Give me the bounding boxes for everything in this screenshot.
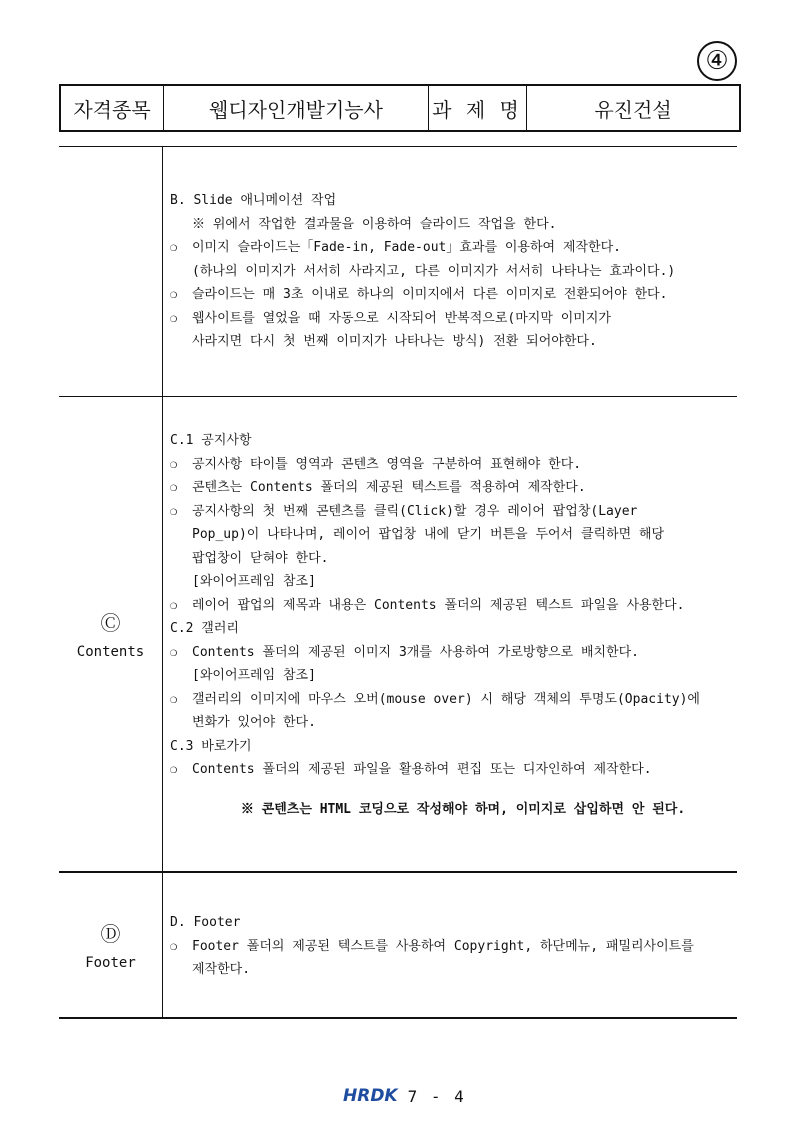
page-footer	[343, 1086, 466, 1106]
section-c-item: ❍ Contents 폴더의 제공된 이미지 3개를 사용하여 가로방향으로 배치한다.	[170, 641, 740, 665]
hrdk-logo: HRDK	[343, 1086, 398, 1106]
section-c-item: ❍ 콘텐츠는 Contents 폴더의 제공된 텍스트를 적용하여 제작한다.	[170, 476, 740, 500]
task-value: 유진건설	[594, 97, 672, 122]
divider-b-c	[59, 396, 737, 397]
section-b-heading: B. Slide 애니메이션 작업	[170, 193, 337, 208]
section-c-item-cont: Pop_up)이 나타나며, 레이어 팝업창 내에 닫기 버튼을 두어서 클릭하면 해당	[192, 527, 665, 542]
section-c-label-text: Contents	[76, 644, 145, 660]
task-label: 과 제 명	[429, 86, 527, 130]
qualification-label: 자격종목	[61, 86, 164, 130]
column-divider	[162, 146, 163, 1019]
section-b-note: ※ 위에서 작업한 결과물을 이용하여 슬라이드 작업을 한다.	[192, 216, 557, 232]
wireframe-reference: [와이어프레임 참조]	[192, 668, 316, 683]
wireframe-reference: [와이어프레임 참조]	[192, 574, 316, 589]
section-c-label	[59, 607, 162, 660]
section-b-item: ❍ 슬라이드는 매 3초 이내로 하나의 이미지에서 다른 이미지로 전환되어야 한다.	[170, 283, 740, 307]
section-c2-heading: C.2 갤러리	[170, 621, 239, 636]
divider-c-d	[59, 871, 737, 873]
section-b-content	[170, 189, 740, 354]
header-table	[59, 84, 741, 132]
section-c-item-cont: 팝업창이 닫혀야 한다.	[192, 550, 329, 566]
section-b-item-cont: (하나의 이미지가 서서히 사라지고, 다른 이미지가 서서히 나타나는 효과이다.)	[192, 263, 676, 279]
section-d-label	[59, 918, 162, 971]
spacer	[170, 782, 740, 798]
section-c1-heading: C.1 공지사항	[170, 433, 252, 448]
section-d-item: ❍ Footer 폴더의 제공된 텍스트를 사용하여 Copyright, 하단메뉴, 패밀리사이트를	[170, 935, 740, 959]
section-c-item: ❍ 레이어 팝업의 제목과 내용은 Contents 폴더의 제공된 텍스트 파일을 사용한다.	[170, 594, 740, 618]
section-b-item: ❍ 웹사이트를 열었을 때 자동으로 시작되어 반복적으로(마지막 이미지가	[170, 307, 740, 331]
section-c-item: ❍ 공지사항의 첫 번째 콘텐츠를 클릭(Click)할 경우 레이어 팝업창(Layer	[170, 500, 740, 524]
section-b-item-cont: 사라지면 다시 첫 번째 이미지가 나타나는 방식) 전환 되어야한다.	[192, 334, 597, 349]
section-c-item: ❍ 공지사항 타이틀 영역과 콘텐츠 영역을 구분하여 표현해야 한다.	[170, 453, 740, 477]
section-c-content	[170, 429, 740, 821]
section-c-item: ❍ 갤러리의 이미지에 마우스 오버(mouse over) 시 해당 객체의 투명도(Opacity)에	[170, 688, 740, 712]
section-c3-heading: C.3 바로가기	[170, 738, 252, 754]
table-bottom-rule	[59, 1017, 737, 1019]
section-c-note: ※ 콘텐츠는 HTML 코딩으로 작성해야 하며, 이미지로 삽입하면 안 된다.	[240, 801, 686, 817]
table-top-rule	[59, 146, 737, 147]
section-d-mark: Ⓓ	[100, 922, 121, 946]
page-number-badge: ④	[697, 41, 737, 81]
section-d-item-cont: 제작한다.	[192, 962, 251, 977]
section-c-item: ❍ Contents 폴더의 제공된 파일을 활용하여 편집 또는 디자인하여 제작한다.	[170, 758, 740, 782]
section-c-mark: Ⓒ	[100, 611, 121, 635]
section-c-item-cont: 변화가 있어야 한다.	[192, 715, 316, 730]
section-b-item: ❍ 이미지 슬라이드는「Fade-in, Fade-out」효과를 이용하여 제작한다.	[170, 236, 740, 260]
section-d-label-text: Footer	[85, 955, 136, 971]
section-d-heading: D. Footer	[170, 915, 241, 930]
qualification-value: 웹디자인개발기능사	[164, 86, 429, 130]
page-number-text: 7 - 4	[407, 1086, 466, 1106]
section-d-content	[170, 911, 740, 982]
